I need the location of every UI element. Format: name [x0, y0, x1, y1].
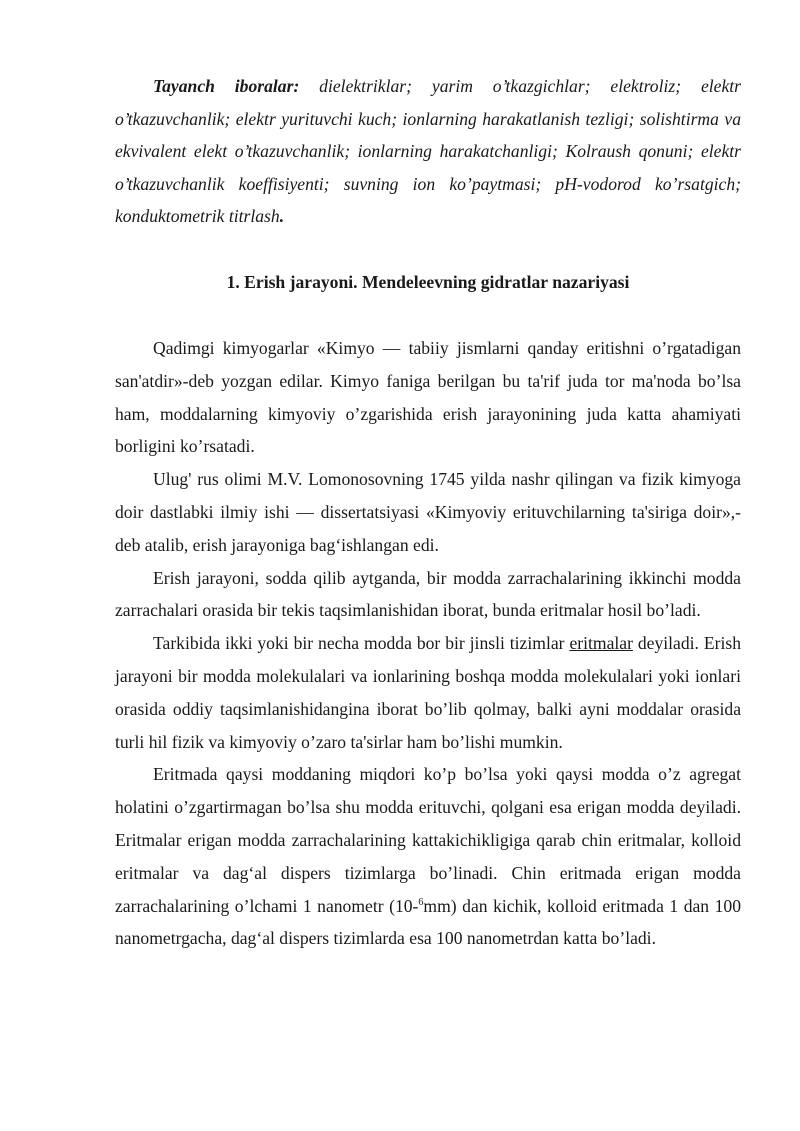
paragraph-5 [115, 758, 741, 955]
paragraph-5-text-start: Eritmada qaysi moddaning miqdori ko’p bo’lsa yoki qaysi modda o’z agregat holatini o’zgartirmagan bo’lsa shu modda erituvchi, qolgani esa erigan modda deyiladi. Eritmalar erigan modda zarrachalarining kattakichikligiga qarab chin eritmalar, kolloid eritmalar va dag‘al dispers tizimlarga bo’linadi. Chin eritmada erigan modda zarrachalarining o’lchami 1 nanometr (10- [115, 764, 741, 916]
paragraph-2: Ulug' rus olimi M.V. Lomonosovning 1745 yilda nashr qilingan va fizik kimyoga doir dastlabki ilmiy ishi — dissertatsiyasi «Kimyoviy erituvchilarning ta'siriga doir»,-deb atalib, erish jarayoniga bag‘ishlangan edi. [115, 469, 741, 555]
exponent-superscript: 6 [418, 896, 424, 908]
paragraph-4-text-end: deyiladi. Erish jarayoni bir modda molekulalari va ionlarining boshqa modda molekulalari yoki ionlari orasida oddiy taqsimlanishidangina iborat bo’lib qolmay, balki ayni moddalar orasida turli hil fizik va kimyoviy o’zaro ta'sirlar ham bo’lishi mumkin. [115, 633, 741, 752]
paragraph-1: Qadimgi kimyogarlar «Kimyo — tabiiy jismlarni qanday eritishni o’rgatadigan san'atdir»-deb yozgan edilar. Kimyo faniga berilgan bu ta'rif juda tor ma'noda bo’lsa ham, moddalarning kimyoviy o’zgarishida erish jarayonining juda katta ahamiyati borligini ko’rsatadi. [115, 338, 741, 457]
keywords-list: dielektriklar; yarim o’tkazgichlar; elektroliz; elektr o’tkazuvchanlik; elektr yurituvchi kuch; ionlarning harakatlanish tezligi; solishtirma va ekvivalent elekt o’tkazuvchanlik; ionlarning harakatchanligi; Kolraush qonuni; elektr o’tkazuvchanlik koeffisiyenti; suvning ion ko’paytmasi; pH-vodorod ko’rsatgich; konduktometrik titrlash [115, 76, 741, 227]
paragraph-4 [115, 627, 741, 758]
paragraph-5-text-end: mm) dan kichik, kolloid eritmada 1 dan 100 nanometrgacha, dag‘al dispers tizimlarda esa 100 nanometrdan katta bo’ladi. [115, 895, 741, 949]
body-text [115, 332, 741, 955]
term-eritmalar: eritmalar [569, 633, 633, 654]
paragraph-4-text-start: Tarkibida ikki yoki bir necha modda bor bir jinsli tizimlar [153, 633, 570, 654]
keywords-paragraph [115, 70, 741, 233]
keywords-end: . [279, 206, 285, 227]
section-title: 1. Erish jarayoni. Mendeleevning gidratlar nazariyasi [226, 272, 630, 292]
paragraph-3: Erish jarayoni, sodda qilib aytganda, bir modda zarrachalarining ikkinchi modda zarrachalari orasida bir tekis taqsimlanishidan iborat, bunda eritmalar hosil bo’ladi. [115, 567, 741, 621]
keywords-label: Tayanch iboralar: [153, 76, 300, 96]
